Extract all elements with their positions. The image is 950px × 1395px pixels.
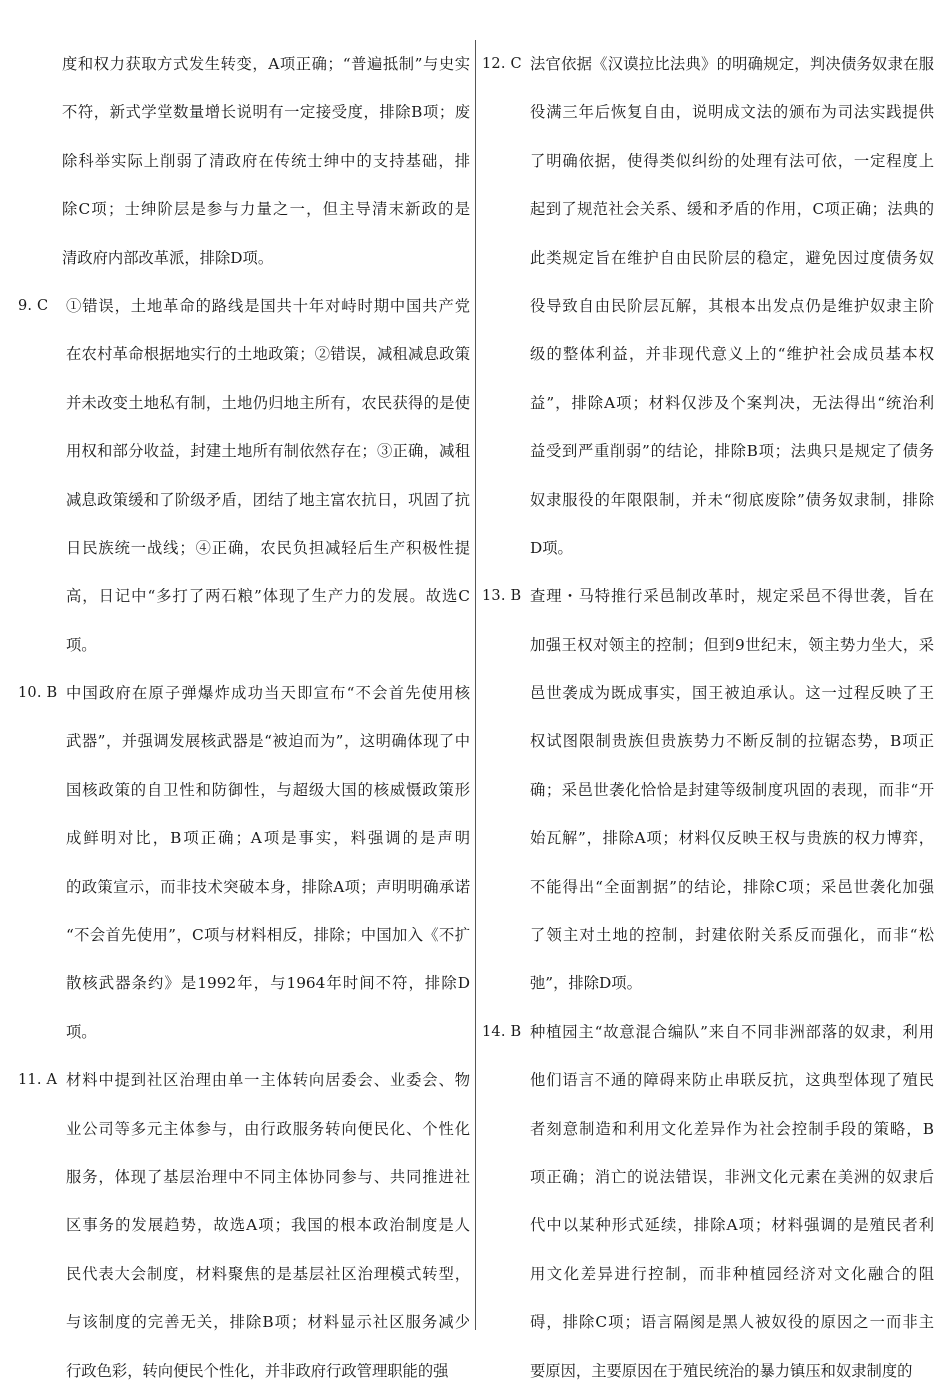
text-line: 区事务的发展趋势，故选A项；我国的根本政治制度是人	[66, 1216, 470, 1235]
answer-item	[482, 40, 934, 572]
text-line: 民代表大会制度，材料聚焦的是基层社区治理模式转型，	[66, 1264, 470, 1283]
text-line: 服务，体现了基层治理中不同主体协同参与、共同推进社	[66, 1167, 470, 1186]
text-line: 日民族统一战线；④正确，农民负担减轻后生产积极性提	[66, 538, 470, 557]
text-line: 他们语言不通的障碍来防止串联反抗，这典型体现了殖民	[530, 1071, 934, 1090]
answer-text	[66, 282, 470, 669]
text-line: 要原因，主要原因在于殖民统治的暴力镇压和奴隶制度的	[530, 1361, 913, 1380]
text-line: “不会首先使用”，C项与材料相反，排除；中国加入《不扩	[66, 926, 470, 945]
text-line: 益”，排除A项；材料仅涉及个案判决，无法得出“统治利	[530, 393, 934, 412]
answer-item	[18, 669, 470, 1056]
answer-text	[18, 40, 470, 282]
text-line: 业公司等多元主体参与，由行政服务转向便民化、个性化	[66, 1119, 470, 1138]
text-line: 用权和部分收益，封建土地所有制依然存在；③正确，减租	[66, 442, 470, 461]
answer-text	[530, 572, 934, 1008]
text-line: 级的整体利益，并非现代意义上的“维护社会成员基本权	[530, 345, 934, 364]
text-line: 除C项；士绅阶层是参与力量之一，但主导清末新政的是	[62, 200, 470, 219]
text-line: 散核武器条约》是1992年，与1964年时间不符，排除D	[66, 974, 470, 993]
answer-number: 10. B	[18, 685, 58, 702]
text-line: 度和权力获取方式发生转变，A项正确；“普遍抵制”与史实	[62, 55, 470, 73]
text-line: 碍，排除C项；语言隔阂是黑人被奴役的原因之一而非主	[530, 1313, 934, 1332]
text-line: 确；采邑世袭化恰恰是封建等级制度巩固的表现，而非“开	[530, 780, 934, 799]
text-line: 益受到严重削弱”的结论，排除B项；法典只是规定了债务	[530, 442, 934, 461]
text-line: 此类规定旨在维护自由民阶层的稳定，避免因过度债务奴	[530, 248, 934, 267]
text-line: 材料中提到社区治理由单一主体转向居委会、业委会、物	[66, 1071, 470, 1090]
text-line: 不能得出“全面割据”的结论，排除C项；采邑世袭化加强	[530, 877, 934, 896]
text-line: 高，日记中“多打了两石粮”体现了生产力的发展。故选C	[66, 587, 470, 606]
text-line: 代中以某种形式延续，排除A项；材料强调的是殖民者利	[530, 1216, 934, 1235]
text-line: 项。	[66, 635, 97, 654]
text-line: 奴隶服役的年限限制，并未“彻底废除”债务奴隶制，排除	[530, 490, 934, 509]
text-line: 查理・马特推行采邑制改革时，规定采邑不得世袭，旨在	[530, 587, 934, 606]
text-line: 种植园主“故意混合编队”来自不同非洲部落的奴隶，利用	[530, 1022, 934, 1041]
answer-number: 9. C	[18, 297, 49, 314]
answer-text	[66, 669, 470, 1056]
answer-number: 14. B	[482, 1023, 522, 1040]
answer-item	[18, 282, 470, 669]
text-line: 并未改变土地私有制，土地仍归地主所有，农民获得的是使	[66, 393, 470, 412]
text-line: 中国政府在原子弹爆炸成功当天即宣布“不会首先使用核	[66, 684, 470, 703]
text-line: 者刻意制造和利用文化差异作为社会控制手段的策略，B	[530, 1119, 934, 1138]
text-line: 武器”，并强调发展核武器是“被迫而为”，这明确体现了中	[66, 732, 470, 751]
text-line: 起到了规范社会关系、缓和矛盾的作用，C项正确；法典的	[530, 200, 934, 219]
answer-text	[530, 40, 934, 572]
text-line: 了领主对土地的控制，封建依附关系反而强化，而非“松	[530, 926, 934, 945]
text-line: 法官依据《汉谟拉比法典》的明确规定，判决债务奴隶在服	[530, 55, 934, 73]
answer-continuation	[18, 40, 470, 282]
text-line: 除科举实际上削弱了清政府在传统士绅中的支持基础，排	[62, 151, 470, 170]
text-line: 与该制度的完善无关，排除B项；材料显示社区服务减少	[66, 1313, 470, 1332]
text-line: 役导致自由民阶层瓦解，其根本出发点仍是维护奴隶主阶	[530, 296, 934, 315]
text-line: 不符，新式学堂数量增长说明有一定接受度，排除B项；废	[62, 103, 470, 122]
right-column	[482, 40, 934, 1395]
text-line: 邑世袭成为既成事实，国王被迫承认。这一过程反映了王	[530, 684, 934, 703]
answer-number: 11. A	[18, 1072, 58, 1089]
answer-number: 12. C	[482, 56, 522, 72]
text-line: 减息政策缓和了阶级矛盾，团结了地主富农抗日，巩固了抗	[66, 490, 470, 509]
text-line: D项。	[530, 538, 573, 557]
text-line: 用文化差异进行控制，而非种植园经济对文化融合的阻	[530, 1264, 934, 1283]
text-line: 在农村革命根据地实行的土地政策；②错误，减租减息政策	[66, 345, 470, 364]
answer-text	[530, 1008, 934, 1395]
text-line: 役满三年后恢复自由，说明成文法的颁布为司法实践提供	[530, 103, 934, 122]
text-line: 行政色彩，转向便民个性化，并非政府行政管理职能的强	[66, 1361, 449, 1380]
text-line: 国核政策的自卫性和防御性，与超级大国的核威慑政策形	[66, 780, 470, 799]
text-line: 清政府内部改革派，排除D项。	[62, 248, 274, 267]
text-line: 项。	[66, 1022, 97, 1041]
column-divider	[475, 40, 476, 1330]
answer-item	[18, 1056, 470, 1395]
answer-item	[482, 572, 934, 1008]
text-line: 了明确依据，使得类似纠纷的处理有法可依，一定程度上	[530, 151, 934, 170]
text-line: ①错误，土地革命的路线是国共十年对峙时期中国共产党	[66, 296, 470, 315]
answer-text	[66, 1056, 470, 1395]
text-line: 弛”，排除D项。	[530, 974, 642, 993]
text-line: 权试图限制贵族但贵族势力不断反制的拉锯态势，B项正	[530, 732, 934, 751]
text-line: 成鲜明对比，B项正确；A项是事实，料强调的是声明	[66, 829, 470, 848]
text-line: 始瓦解”，排除A项；材料仅反映王权与贵族的权力博弈，	[530, 829, 934, 848]
text-line: 加强王权对领主的控制；但到9世纪末，领主势力坐大，采	[530, 635, 934, 654]
text-line: 的政策宣示，而非技术突破本身，排除A项；声明明确承诺	[66, 877, 470, 896]
left-column	[18, 40, 470, 1395]
text-line: 项正确；消亡的说法错误，非洲文化元素在美洲的奴隶后	[530, 1167, 934, 1186]
answer-item	[482, 1008, 934, 1395]
answer-number: 13. B	[482, 588, 522, 605]
